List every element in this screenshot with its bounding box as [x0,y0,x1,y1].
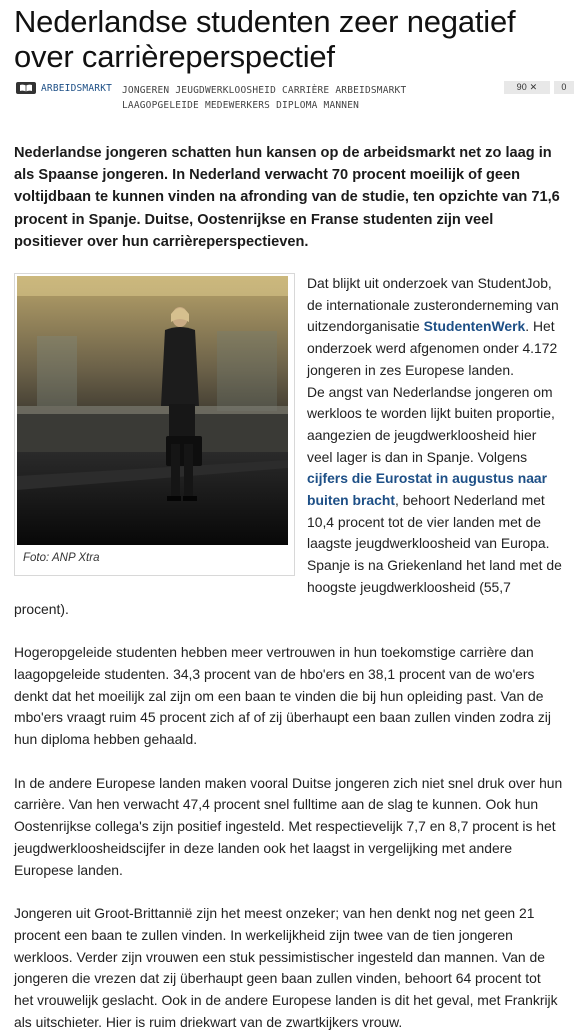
article-body [14,273,563,1034]
paragraph: Jongeren uit Groot-Brittannië zijn het meest onzeker; van hen denkt nog net geen 21 procent een baan te zullen vinden. In werkelijkheid zijn twee van de tien jongeren werkloos. Verder zijn vrouwen een stuk pessimistischer ingesteld dan mannen. Van de jongeren die vrezen dat zij überhaupt geen baan zullen vinden, behoort 64 procent tot het vrouwelijk geslacht. Ook in de andere Europese landen is dit het geval, met Frankrijk als uitschieter. Hier is ruim driekwart van de zwartkijkers vrouw. [14,905,558,1030]
tag-link[interactable]: JONGEREN [122,85,170,96]
paragraph: In de andere Europese landen maken vooral Duitse jongeren zich niet snel druk over hun carrière. Van hen verwacht 47,4 procent snel fulltime aan de slag te kunnen. Ook hun Oostenrijkse collega's zijn positief ingesteld. Met respectievelijk 7,7 en 8,7 procent is het jeugdwerkloosheidscijfer in deze landen ook het laagst in vergelijking met andere Europese landen. [14,774,563,878]
article-figure [14,273,295,576]
paragraph-text: Dat blijkt uit onderzoek van StudentJob, de internationale zusteronderneming van uitzendorganisatie [307,275,559,335]
paragraph-text: De angst van Nederlandse jongeren om werkloos te worden lijkt buiten proportie, aangezien de jeugdwerkloosheid hier veel lager is dan in Spanje. Volgens [307,383,555,465]
tag-link[interactable]: JEUGDWERKLOOSHEID [175,85,276,96]
book-icon [16,82,36,94]
paragraph: Hogeropgeleide studenten hebben meer vertrouwen in hun toekomstige carrière dan laagopgeleide studenten. 34,3 procent van de hbo'ers en 38,1 procent van de wo'ers denkt dat het moeilijk zal zijn om een baan te vinden die bij hun opleiding past. Van de mbo'ers vraagt ruim 45 procent zich af of zij überhaupt een baan zullen vinden zodra zij hun diploma hebben gehaald. [14,644,551,748]
tag-link[interactable]: MEDEWERKERS [204,100,271,111]
paragraph-text: . Het onderzoek werd afgenomen onder 4.172 jongeren in zes Europese landen. [307,318,558,378]
comments-count[interactable]: 0 [554,81,574,94]
category-link[interactable]: ARBEIDSMARKT [41,83,113,94]
tag-list [122,83,442,113]
tag-link[interactable]: ARBEIDSMARKT [335,85,407,96]
studentenwerk-link[interactable]: StudentenWerk [423,318,526,335]
article-lead: Nederlandse jongeren schatten hun kansen op de arbeidsmarkt net zo laag in als Spaanse jongeren. In Nederland verwacht 70 procent moeilijk of geen voltijdbaan te kunnen vinden na afronding van de studie, ten opzichte van 71,6 procent in Spanje. Duitse, Oostenrijkse en Franse studenten zijn veel positiever over hun carrièreperspectieven. [14,145,560,250]
tag-link[interactable]: LAAGOPGELEIDE [122,100,199,111]
photo-caption: Foto: ANP Xtra [23,552,100,565]
tag-link[interactable]: DIPLOMA [276,100,318,111]
eurostat-link[interactable]: cijfers die Eurostat in augustus naar buiten bracht [307,470,548,509]
paragraph-text: , behoort Nederland met 10,4 procent tot de vier landen met de laagste jeugdwerkloosheid van Europa. Spanje is na Griekenland het land met de hoogste jeugdwerkloosheid (55,7 procent). [14,492,562,617]
views-count: 90 ✕ [504,81,550,94]
tag-link[interactable]: MANNEN [323,100,360,111]
tag-link[interactable]: CARRIÈRE [282,85,330,96]
article-title: Nederlandse studenten zeer negatief over carrièreperspectief [14,4,516,74]
article-meta [14,80,567,114]
article-photo [17,276,288,545]
